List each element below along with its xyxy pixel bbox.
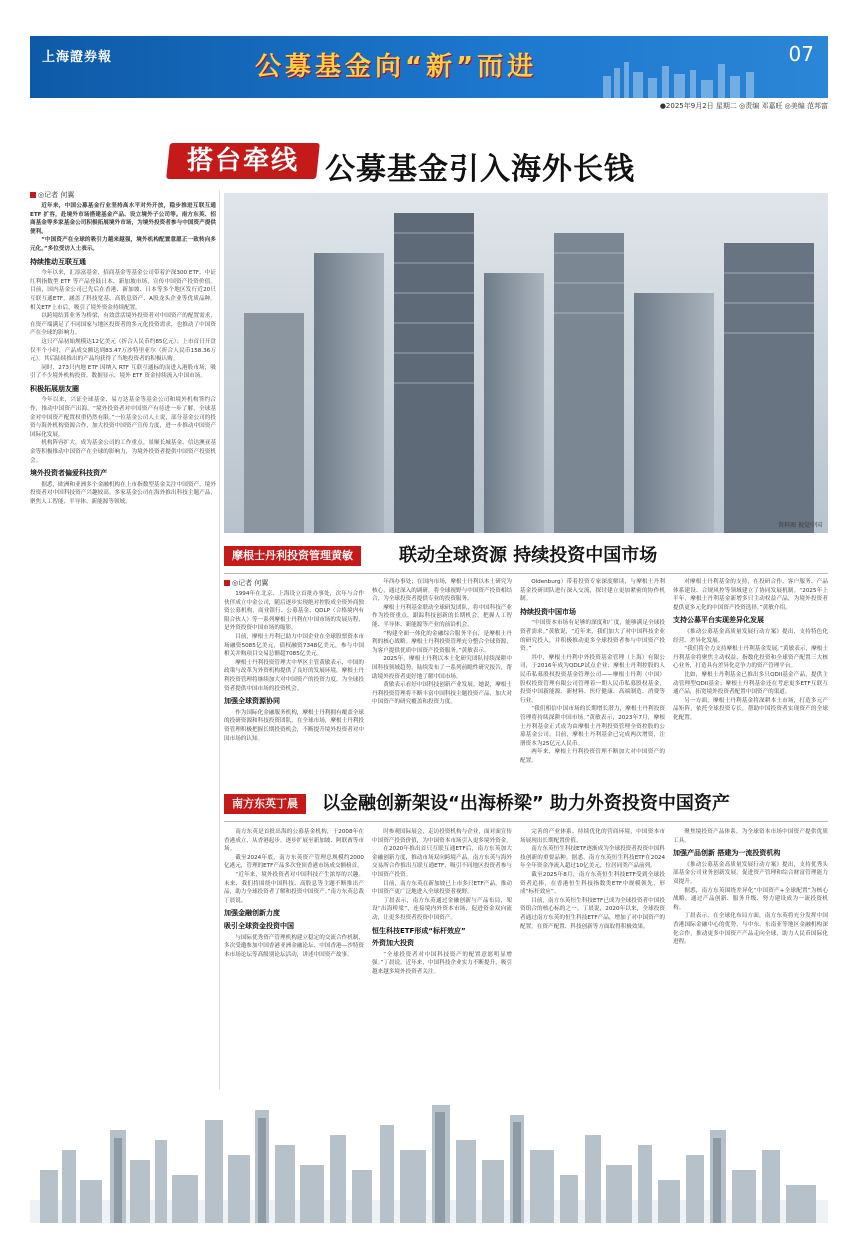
article-paragraph: 作为国际化金融服务机构，摩根士丹利拥有覆盖全球的投研资源和科技投资团队。在全球市场，摩根士丹利投资管理积极把握长期投资机会，不断提升境外投资者对中国市场的认知。 [224,709,364,742]
article-paragraph: 目前，摩根士丹利已助力中国企业在全球股票资本市场融资5085亿美元，债权融资7348亿美元，参与中国相关并购项目交易总额超7085亿美元。 [224,633,364,658]
article-subhead: 支持公募平台实现差异化发展 [673,616,764,625]
article-subhead: 加强产品创新 搭建为一流投资机构 [673,849,781,858]
article-paragraph: 截至2025年8月，南方东英恒生科技ETF受到全球投资者追捧，在香港恒生科技指数类ETF中规模领先，形成“标杆效应”。 [520,871,665,896]
article-paragraph: “构建全面一体化的金融综合服务平台，是摩根士丹利的核心战略。摩根士丹利投资管理充分整合全球资源，为客户提供优质中国资产投资服务。”黄敏表示。 [372,630,512,654]
article-column-1c [520,578,665,775]
left-paragraph: 同时，273只内地 ETF 因纳入 RTF 互联互通标的而进入港股市场，吸引了不少境外机构投资。数据显示，境外 ETF 资金持续流入中国市场。 [30,364,216,380]
page-number: 07 [788,42,814,66]
left-subhead-3: 境外投资者偏爱科技资产 [30,469,107,478]
article-paragraph: Oldenburg）带着投资专家深度解读，与摩根士丹利基金投研团队进行深入交流，探讨建立更加紧密的协作机制。 [520,579,665,603]
section-title-1: 联动全球资源 持续投资中国市场 [399,545,658,566]
article-subhead: 加强金融创新力度 [224,909,280,918]
hero-photo [224,193,828,533]
article-paragraph: “近年来，境外投资者对中国科技产生浓厚的兴趣。未来，我们将围绕中国科技、高股息等主题不断推出产品，助力全球投资者了解和投资中国资产。”南方东英总裁丁晨说。 [224,871,364,904]
article-paragraph: 摩根士丹利基金联动全球研发团队，将中国科技产业作为投资重点，跟踪科技创新的长期机会，把握人工智能、半导体、新能源等产业的前沿机会。 [372,604,512,628]
city-skyline-photo [224,193,828,533]
article-paragraph: 比如，摩根士丹利基金已推出多只QDII基金产品，提供主动管理型QDII基金；摩根士丹利基金还在考虑更多ETF互联互通产品，拓宽境外投资者配置中国资产的渠道。 [673,671,828,696]
article-column-2c [520,828,665,1090]
section-title-2: 以金融创新架设“出海桥梁” 助力外资投资中国资产 [322,793,730,814]
main-headline: 公募基金引入海外长钱 [325,152,635,187]
article-paragraph: 截至2024年底，南方东英资产管理总规模约2000亿港元，管理的ETF产品多次登顶香港市场成交额榜首。 [224,854,364,870]
article-column-2b [372,828,512,1090]
article-paragraph: 年西办事处；在国内市场，摩根士丹利以本土研究为核心，通过深入的调研，将全球视野与中国资产投资相结合，为全球投资者提供专业的投资服务。 [372,579,512,603]
article-subhead: 外资加大投资 [372,939,414,948]
article-paragraph: 摩根士丹利投资管理大中华区主管黄敏表示，中国的政策与改革为外资机构提供了良好的发展环境，摩根士丹利投资管理将继续加大对中国资产的投资力度，为全球投资者提供中国市场的投资机会。 [224,659,364,692]
article-paragraph: 两年来，摩根士丹利投资管理不断加大对中国资产的配置。 [520,749,665,764]
article-paragraph: 聚焦境投资产品体系，为全球资本市场中国资产提供优质工具。 [673,829,828,844]
section-title: 公募基金向“新”而进 [255,52,538,82]
article-column-1a [224,590,364,775]
article-paragraph: 《推动公募基金高质量发展行动方案》提出，支持优秀头部基金公司业务创新发展，促进资产管理和综合财富管理能力双提升。 [673,861,828,885]
left-quote: “中国资产在全球的吸引力越来越强，境外机构配置意愿正一致转向多元化。”多位受访人士表示。 [30,237,216,252]
city-skyline-graphic [30,1090,828,1223]
newspaper-logo: 上海證券報 [42,50,113,65]
masthead-banner [30,36,828,98]
article-paragraph: 另一方面，摩根士丹利基金将深耕本土市场，打造多元产品矩阵，依托全球投资专长，帮助中国投资者实现资产的全球化配置。 [673,697,828,721]
article-paragraph: 完善的产业体系、持续优化的营商环境，中国资本市场展现出长期配置价值。 [520,829,665,844]
article-paragraph: 《推动公募基金高质量发展行动方案》提出，支持特色化经营、差异化发展。 [673,628,828,644]
left-paragraph: 今年以来，汇添富基金、招商基金等基金公司带着沪深300 ETF、中证红利指数型 ETF 等产品登陆日本、新加坡市场，宣传中国资产投资价值。目前，国内基金公司已先后在香港、新加坡、日本等多个地区发行近20只互联互通ETF，涵盖了科技宽基、高股息资产、A股龙头企业等优质品种。相关ETF上市后，吸引了境外资金持续配置。 [30,270,216,311]
section-band-2 [224,790,828,818]
headline-tag-text: 搭台牵线 [186,146,299,176]
skyline-graphic [598,58,768,98]
headline-tag [166,143,320,179]
article-paragraph: 目前，南方东英恒生科技ETF已成为全球投资者中国投资组合的核心标的之一。丁晨说，2020年以来，全球投资者通过南方东英的恒生科技ETF产品，增加了对中国资产的配置，在资产配置、科技创新等方面取得积极效果。 [520,897,665,930]
article-column-1d [673,578,828,775]
article-paragraph: 丁晨表示，在全球化布局方面，南方东英将充分发挥中国香港国际金融中心的优势，与中东、东南亚等地区金融机构深化合作，推动更多中国资产产品走向全球，助力人民币国际化进程。 [673,913,828,946]
article-paragraph: 其中，摩根士丹利中外投资基金管理（上海）有限公司，于2016年成为QDLP试点企业；摩根士丹利控股的人民币私募股权投资基金管理公司——摩根士丹利（中国）股权投资管理有限公司管理着一期人民币私募股权基金，投资中国新能源、新材料、医疗健康、高端制造、消费等行业。 [520,654,665,704]
article-paragraph: 黄敏表示看好中国科技创新产业发展。她说，摩根士丹利投资管理将不断丰富中国科技主题投资产品，加大对中国资产的研究覆盖和投资力度。 [372,682,512,706]
left-reporter-byline: ◎记者 何翼 [30,190,74,200]
section-band-1 [224,542,828,570]
article-paragraph: 2025年，摩根士丹利以本土化研究团队持续深耕中国科技领域趋势，陆续发布了一系列前瞻性研究报告，帮助境外投资者更好地了解中国市场。 [372,656,512,680]
left-paragraph: 今年以来，兴证全球基金、易方达基金等基金公司和境外机构签约合作，推动中国资产出海。“境外投资者对中国资产有待进一步了解，全球基金对中国资产配置权重仍然有限。”一位基金公司人士说，部分基金公司的投资与海外机构资源合作，加大投资中国资产宣传力度，进一步推动中国资产国际化发展。 [30,397,216,438]
bottom-skyline-illustration [30,1090,828,1223]
left-lead: 近年来，中国公募基金行业坚持高水平对外开放，稳步推进互联互通 ETF 扩容，赴境外市场搭建基金产品、设立境外子公司等。南方东英、招商基金等多家基金公司积极拓展境外市场，为境外投资者参与中国资产提供便利。 [30,203,216,235]
photo-credit: 资料图 视觉中国 [778,522,822,529]
article-paragraph: 1994年在北京、上海设立首批办事处，次年与合作伙伴成立中金公司，随后逐步实现绝对控股成全资外商独资公募机构，商业银行、公募基金、QDLP（合格境内有限合伙人）等一系列摩根士丹利在中国市场的发展历程，是外资投资中国市场的缩影。 [224,591,364,632]
article-subhead: 恒生科技ETF形成“标杆效应” [372,926,466,935]
article-paragraph: 目前，南方东英在新加坡已上市多只ETF产品，推动中国资产更广泛地进入全球投资者视野。 [372,880,512,896]
section-tag-1: 摩根士丹利投资管理黄敏 [224,546,361,566]
article-paragraph: 南方东英恒生科技ETF逐渐成为全球投资者投资中国科技创新的重要品种。据悉，南方东英恒生科技ETF在2024年全年资金净流入超过10亿美元，位居同类产品前列。 [520,846,665,870]
article-paragraph: 与国际优秀资产管理机构建立稳定的交流合作机制，多次受邀参加中国香港亚洲金融论坛、中国香港—沙特资本市场论坛等高级别论坛活动，讲述中国资产故事。 [224,934,364,958]
left-subhead-1: 持续推动互联互通 [30,257,86,266]
dateline: ●2025年9月2日 星期二 ◎责编 邓嘉旺 ◎美编 范邦富 [659,102,828,110]
article-paragraph: 据悉，南方东英围绕差异化“中国资产+全球配置”为核心战略，通过产品创新、服务升级、努力建设成为一流投资机构。 [673,887,828,911]
article-paragraph: 对摩根士丹利基金的支持，在投研合作、客户服务、产品体系建设、合规风控等领域建立了协同发展机制。“2025年上半年，摩根士丹利基金新增多只主动权益产品，为境外投资者提供更多元化的中国资产投资选择。”黄敏介绍。 [673,579,828,611]
left-paragraph: 机构阵容扩大，成为基金公司的工作重点。景顺长城基金、信达澳亚基金等积极推动中国资产在全球的影响力，为境外投资者提供中国资产投资机会。 [30,440,216,464]
left-paragraph: 这只产品初始规模达12亿美元（折合人民币约85亿元）；上市首日开盘仅半个小时，产品成交额达到83.47万沙特里亚尔（折合人民币158.36万元）。其后陆续推出的产品均获得了当地投资者的积极认购。 [30,338,216,363]
left-paragraph: 以跨境结算业务为桥梁，有效盘活境外投资者对中国资产的配置需求，在资产端满足了不同国家与地区投资者的多元化投资需求，也推动了中国资产在全球的影响力。 [30,313,216,337]
left-subhead-2: 积极拓展朋友圈 [30,384,79,393]
article-paragraph: “我们将全力支持摩根士丹利基金发展。”黄敏表示，摩根士丹利基金将聚焦主动权益、指数化投资和全球资产配置三大核心业务，打造具有差异化竞争力的资产管理平台。 [673,646,828,670]
article-subhead: 持续投资中国市场 [520,607,576,616]
article-subhead: 加强全球资源协同 [224,697,280,706]
article-paragraph: 在2020年推出首只互联互通ETF后，南方东英加大金融创新力度，推动市场双向跨境产品。南方东英与海外交易所合作推出互联互通ETF，吸引不同地区投资者参与中国资产投资。 [372,846,512,878]
article-paragraph: 丁晨表示，南方东英通过金融创新与产品布局，架设“出海桥梁”，连接境内外资本市场，促进资金双向流动，让更多投资者投资中国资产。 [372,897,512,921]
left-article-column [30,202,216,1092]
article-subhead: 吸引全球资金投资中国 [224,921,294,930]
article-paragraph: 时参观国际展会，走访投资机构与企业，面对面宣传中国资产投资价值，为中国资本市场引入更多境外资金。 [372,829,512,844]
article-paragraph: 南方东英是首批出海的公募基金机构，于2008年在香港成立，从香港起步，逐步扩展至新加坡、阿联酋等市场。 [224,829,364,853]
article-column-2a [224,828,364,1090]
article-column-1b [372,578,512,775]
article-paragraph: “全球投资者对中国科技资产的配置意愿明显增强。”丁晨说，近年来，中国科技企业实力不断提升，吸引越来越多境外投资者关注。 [372,951,512,975]
column-divider [219,190,220,1090]
mid-reporter-byline: ◎记者 何翼 [224,578,268,588]
article-column-2d [673,828,828,1090]
article-paragraph: “中国资本市场有足够的深度和广度，能够满足全球投资者需求。”黄敏说，“近年来，我们加大了对中国科技企业的研究投入，并积极推动更多全球投资者参与中国资产投资。” [520,620,665,653]
section-tag-2: 南方东英丁晨 [224,794,306,814]
left-paragraph: 据悉，欧洲和亚洲多个金融机构在上市指数型基金关注中国资产，境外投资者对中国科技资产兴趣较高。多家基金公司在海外推出科技主题产品，聚焦人工智能、半导体、新能源等领域。 [30,481,216,505]
article-paragraph: “我们相信中国市场的长期增长潜力，摩根士丹利投资管理将持续深耕中国市场。”黄敏表示，2023年7月，摩根士丹利基金正式成为由摩根士丹利投资管理全资控股的公募基金公司。目前，摩根士丹利基金已完成两次增资，注册资本为25亿元人民币。 [520,706,665,747]
